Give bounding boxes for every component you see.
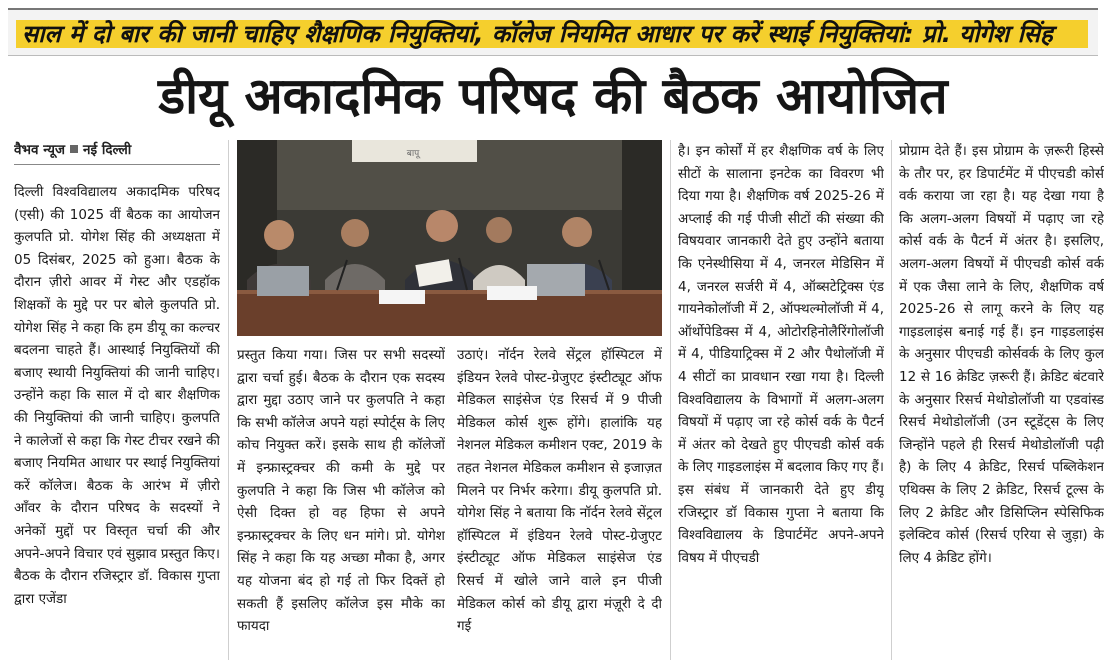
wall-text: बापू: [406, 149, 420, 159]
byline-source: वैभव न्यूज: [14, 142, 66, 158]
headline: डीयू अकादमिक परिषद की बैठक आयोजित: [158, 67, 948, 125]
column-text: उठाएं। नॉर्दन रेलवे सेंट्रल हॉस्पिटल में इंडियन रेलवे पोस्ट-ग्रेजुएट इंस्टीट्यूट ऑफ मेडिकल साइंसेज एंड रिसर्च में 9 पीजी मेडिकल कोर्स शुरू होंगे। हालांकि यह नेशनल मेडिकल कमीशन एक्ट, 2019 के तहत नेशनल मेडिकल कमीशन से इजाज़त मिलने पर निर्भर करेगा। डीयू कुलपति प्रो. योगेश सिंह ने बताया कि नॉर्दन रेलवे सेंट्रल हॉस्पिटल में इंडियन रेलवे पोस्ट-ग्रेजुएट इंस्टीट्यूट ऑफ मेडिकल साइंसेज एंड रिसर्च में खोले जाने वाले इन पीजी मेडिकल कोर्स को डीयू द्वारा मंज़ूरी दे दी गई: [457, 347, 662, 635]
article-column-4: [678, 140, 884, 660]
meeting-photo: [237, 140, 662, 336]
column-text: प्रस्तुत किया गया। जिस पर सभी सदस्यों द्वारा चर्चा हुई। बैठक के दौरान एक सदस्य द्वारा मुद्दा उठाए जाने पर कुलपति ने कहा कि सभी कॉलेज अपने यहां स्पोर्ट्स के लिए कोच नियुक्त करें। इसके साथ ही कॉलेजों में इन्फ्रास्ट्रक्चर की कमी के मुद्दे पर कुलपति ने कहा कि जिस भी कॉलेज को ऐसी दिक्त हो वह हिफा से अपने इन्फ्रास्ट्रक्चर के लिए धन मांगे। प्रो. योगेश सिंह ने कहा कि यह अच्छा मौका है, अगर यह योजना बंद हो गई तो फिर दिक्तें हो सकती हैं इसलिए कॉलेज इस मौके का फायदा: [237, 347, 445, 635]
column-text: प्रोग्राम देते हैं। इस प्रोग्राम के ज़रूरी हिस्से के तौर पर, हर डिपार्टमेंट में पीएचडी कोर्स वर्क कराया जा रहा है। यह देखा गया है कि अलग-अलग विषयों में पढ़ाए जा रहे कोर्स वर्क के पैटर्न में अंतर है। इसलिए, अलग-अलग विषयों में पीएचडी कोर्स वर्क में एक जैसा लाने के लिए, शैक्षणिक वर्ष 2025-26 से लागू करने के लिए यह गाइडलाइंस बनाई गई हैं। इन गाइडलाइंस के अनुसार पीएचडी कोर्सवर्क के लिए कुल 12 से 16 क्रेडिट ज़रूरी हैं। क्रेडिट बंटवारे के अनुसार रिसर्च मेथोडोलॉजी या एडवांस्ड रिसर्च मेथोडोलॉजी (उन स्टूडेंट्स के लिए जिन्होंने पहले ही रिसर्च मेथोडोलॉजी पढ़ी है) के लिए 4 क्रेडिट, रिसर्च पब्लिकेशन एथिक्स के लिए 2 क्रेडिट, रिसर्च टूल्स के लिए 2 क्रेडिट और डिसिप्लिन स्पेसिफिक इलेक्टिव कोर्स (रिसर्च एरिया से जुड़ा) के लिए 4 क्रेडिट होंगे।: [899, 143, 1104, 566]
kicker-text: साल में दो बार की जानी चाहिए शैक्षणिक नियुक्तियां, कॉलेज नियमित आधार पर करें स्थाई नियुक्तियां: प्रो. योगेश सिंह: [22, 20, 1053, 48]
square-bullet-icon: [70, 145, 78, 153]
column-rule: [228, 140, 229, 660]
article-column-3: [457, 344, 662, 660]
column-rule: [891, 140, 892, 660]
byline-city: नई दिल्ली: [83, 142, 132, 158]
article-column-2: [237, 344, 445, 660]
byline: [14, 140, 220, 165]
column-text: है। इन कोर्सों में हर शैक्षणिक वर्ष के लिए सीटों के सालाना इनटेक का विवरण भी दिया गया है। शैक्षणिक वर्ष 2025-26 में अप्लाई की गई पीजी सीटों की संख्या की विषयवार जानकारी देते हुए उन्होंने बताया कि एनेस्थीसिया में 4, जनरल मेडिसिन में 4, जनरल सर्जरी में 4, ऑब्सटेट्रिक्स एंड गायनेकोलॉजी में 2, ऑफ्थल्मोलॉजी में 4, ऑर्थोपेडिक्स में 4, ओटोरहिनोलैरिंगोलॉजी में 4, पीडियाट्रिक्स में 2 और पैथोलॉजी में 4 सीटों का प्रावधान रखा गया है। दिल्ली विश्वविद्यालय के विभागों में अलग-अलग विषयों में पढ़ाए जा रहे कोर्स वर्क के पैटर्न में अंतर को देखते हुए पीएचडी कोर्स वर्क के लिए गाइडलाइंस में बदलाव किए गए हैं। इस संबंध में जानकारी देते हुए डीयू रजिस्ट्रार डॉ विकास गुप्ता ने बताया कि विश्वविद्यालय के डिपार्टमेंट अपने-अपने विषय में पीएचडी: [678, 143, 884, 566]
article-column-5: [899, 140, 1104, 660]
article-column-1: [14, 140, 220, 660]
column-text: दिल्ली विश्वविद्यालय अकादमिक परिषद (एसी) की 1025 वीं बैठक का आयोजन कुलपति प्रो. योगेश सिंह की अध्यक्षता में 05 दिसंबर, 2025 को हुआ। बैठक के दौरान ज़ीरो आवर में गेस्ट और एडहॉक शिक्षकों के मुद्दे पर पर बोले कुलपति प्रो. योगेश सिंह ने कहा कि हम डीयू का कल्चर बदलना चाहते हैं। आस्थाई नियुक्तियों की बजाए स्थायी नियुक्तियां की जानी चाहिए। उन्होंने कहा कि साल में दो बार शैक्षणिक की नियुक्तियां की जानी चाहिए। कुलपति ने कालेजों से कहा कि गेस्ट टीचर रखने की बजाए नियमित आधार पर स्थाई नियुक्तियां करें कॉलेज। बैठक के आरंभ में ज़ीरो आँवर के दौरान परिषद के सदस्यों ने अनेकों मुद्दों पर विस्तृत चर्चा की और अपने-अपने विचार एवं सुझाव प्रस्तुत किए। बैठक के दौरान रजिस्ट्रार डॉ. विकास गुप्ता द्वारा एजेंडा: [14, 184, 220, 607]
kicker-strip: [8, 8, 1098, 56]
column-rule: [670, 140, 671, 660]
meeting-photo-illustration: [237, 140, 662, 336]
